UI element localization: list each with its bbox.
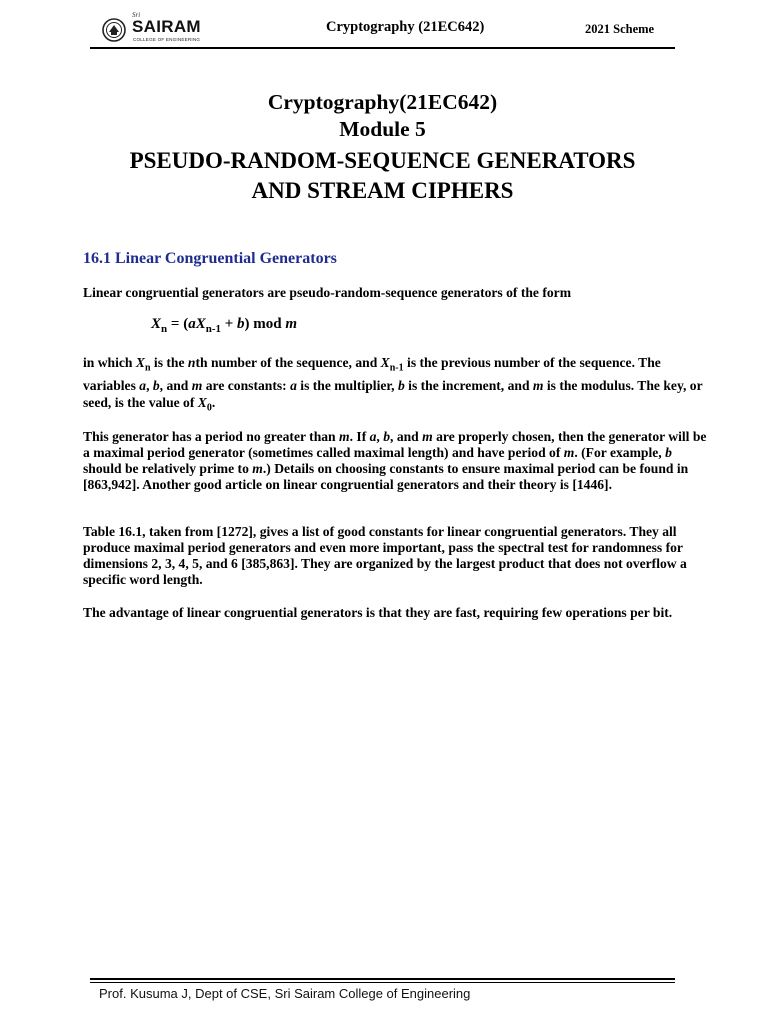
college-logo xyxy=(102,11,212,44)
page-header xyxy=(90,12,675,46)
logo-sri-text: Sri xyxy=(132,11,141,19)
document-title-block xyxy=(90,88,675,206)
header-course-title: Cryptography (21EC642) xyxy=(326,19,485,35)
header-scheme: 2021 Scheme xyxy=(585,22,655,36)
table-paragraph: Table 16.1, taken from [1272], gives a list of good constants for linear congruential generators. They all produce maximal period generators and even more important, pass the spectral test for randomness for dimensions 2, 3, 4, 5, and 6 [385,863]. They are organized by the largest product that does not overflow a specific word length. xyxy=(83,524,687,587)
chapter-title-line1: PSEUDO-RANDOM-SEQUENCE GENERATORS xyxy=(129,148,636,173)
document-title: Cryptography(21EC642) xyxy=(267,90,498,114)
logo-name: SAIRAM xyxy=(132,17,201,36)
logo-subtitle: COLLEGE OF ENGINEERING xyxy=(133,37,201,42)
footer-divider xyxy=(90,978,675,980)
footer-divider-thin xyxy=(90,982,675,983)
college-emblem-icon xyxy=(102,18,126,42)
advantage-paragraph: The advantage of linear congruential generators is that they are fast, requiring few operations per bit. xyxy=(83,605,673,620)
footer-author: Prof. Kusuma J, Dept of CSE, Sri Sairam College of Engineering xyxy=(99,986,471,1001)
section-heading: 16.1 Linear Congruential Generators xyxy=(83,250,337,267)
intro-paragraph: Linear congruential generators are pseudo-random-sequence generators of the form xyxy=(83,285,572,300)
period-paragraph: This generator has a period no greater than m. If a, b, and m are properly chosen, then the generator will be a maximal period generator (sometimes called maximal length) and have period of m. (For example, b should be relatively prime to m.) Details on choosing constants to ensure maximal period can be found in [863,942]. Another good article on linear congruential generators and their theory is [1446]. xyxy=(83,429,707,492)
chapter-title-line2: AND STREAM CIPHERS xyxy=(251,178,514,203)
lcg-formula: $X_n = (aX_{n-1} + b)$ mod m xyxy=(151,316,298,335)
definition-paragraph: in which $X_n$ is the nth number of the sequence, and $X_{n-1}$ is the previous number of the sequence. The variables a, b, and m are constants: a is the multiplier, b is the increment, and m is the modulus. The key, or seed, is the value of $X_0$. xyxy=(83,355,703,414)
header-divider xyxy=(90,47,675,49)
module-title: Module 5 xyxy=(339,117,426,141)
